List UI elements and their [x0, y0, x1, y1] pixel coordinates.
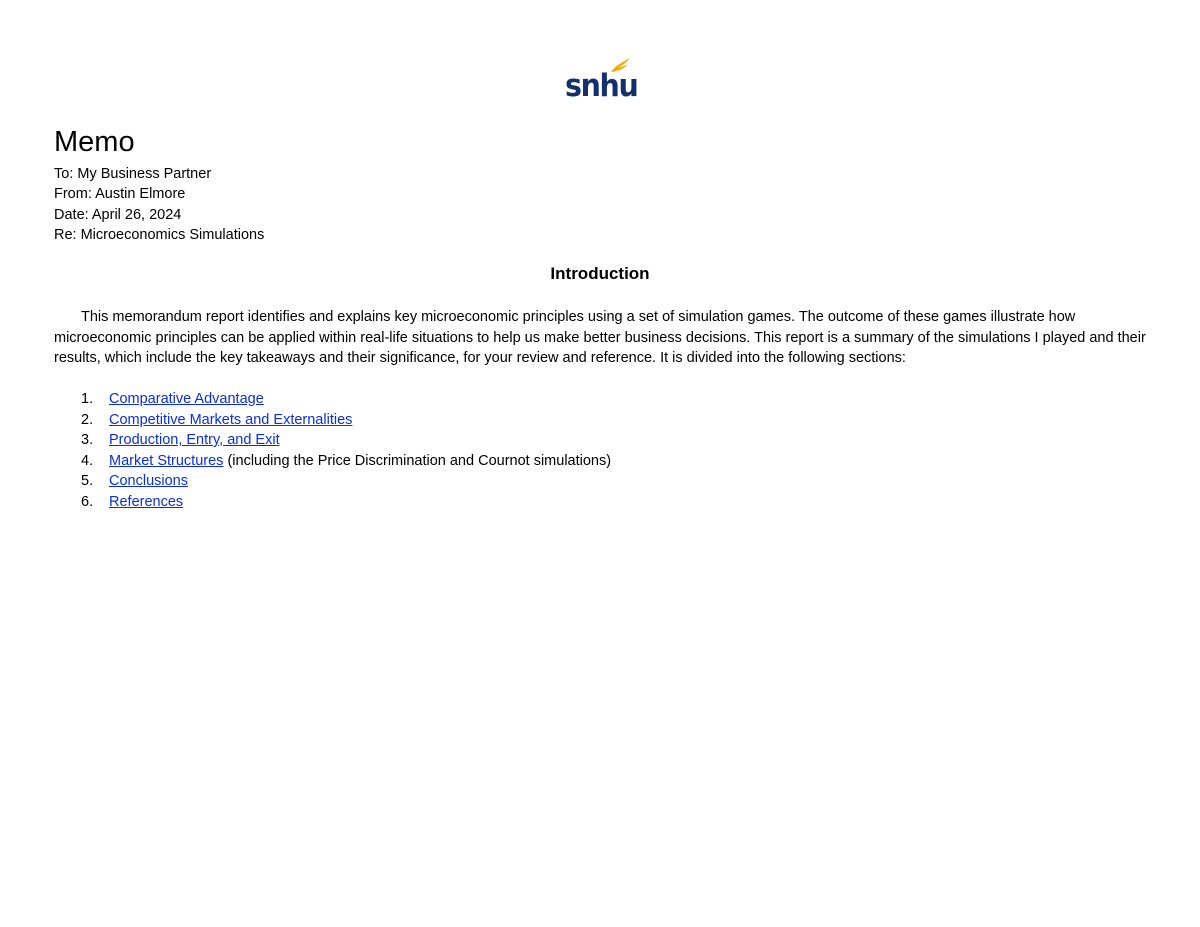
logo-text: snhu: [565, 68, 638, 104]
introduction-paragraph: This memorandum report identifies and explains key microeconomic principles using a set of simulation games. The outcome of these games illustrate how microeconomic principles can be applied within real-life situations to help us make better business decisions. This report is a summary of the simulations I played and their results, which include the key takeaways and their significance, for your review and reference. It is divided into the following sections:: [54, 309, 1146, 367]
list-item: [54, 471, 611, 492]
list-item: [54, 410, 611, 431]
link-references[interactable]: References: [109, 493, 184, 510]
link-market-structures[interactable]: Market Structures: [109, 452, 224, 469]
memo-from: From: Austin Elmore: [54, 186, 186, 203]
memo-date: Date: April 26, 2024: [54, 206, 182, 223]
list-item: [54, 492, 611, 513]
memo-header: [54, 164, 264, 246]
link-conclusions[interactable]: Conclusions: [109, 473, 188, 489]
memo-re: Re: Microeconomics Simulations: [54, 227, 265, 244]
list-item: [54, 430, 611, 451]
list-number: 1.: [81, 391, 94, 407]
memo-title: Memo: [54, 126, 135, 158]
list-number: 5.: [81, 473, 94, 489]
memo-to: To: My Business Partner: [54, 166, 212, 182]
list-item: [54, 451, 611, 472]
list-number: 6.: [81, 493, 94, 510]
link-production-entry-exit[interactable]: Production, Entry, and Exit: [109, 432, 280, 448]
list-item-suffix: (including the Price Discrimination and Cournot simulations): [223, 452, 612, 469]
list-item: [54, 389, 611, 410]
introduction-heading: Introduction: [550, 264, 650, 283]
list-number: 3.: [81, 432, 94, 448]
list-number: 2.: [81, 411, 94, 428]
link-competitive-markets[interactable]: Competitive Markets and Externalities: [109, 411, 353, 428]
list-number: 4.: [81, 452, 94, 469]
section-list: [54, 389, 611, 512]
link-comparative-advantage[interactable]: Comparative Advantage: [109, 391, 264, 407]
snhu-logo: [565, 57, 638, 104]
